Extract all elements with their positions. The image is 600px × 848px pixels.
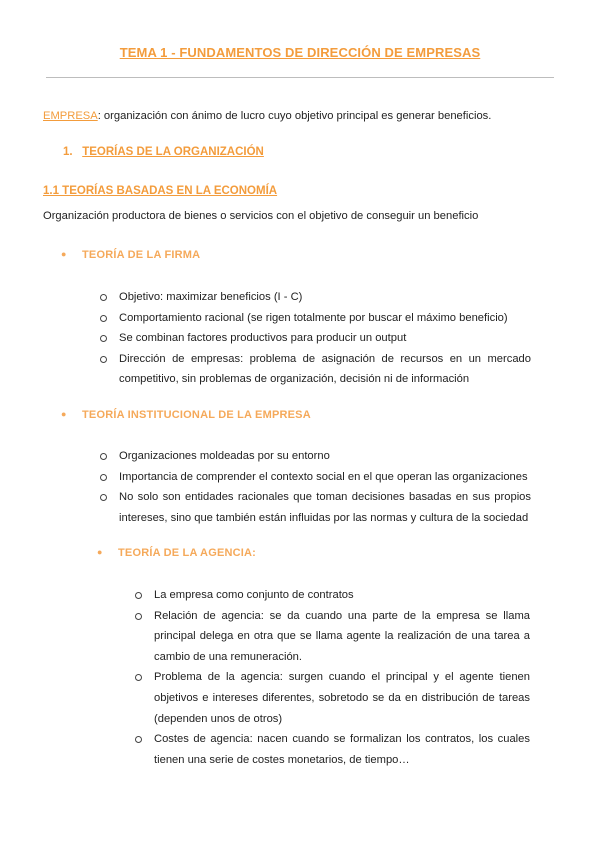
- bullet-dot-icon: ●: [97, 547, 103, 557]
- list-item: Dirección de empresas: problema de asignación de recursos en un mercado competitivo, sin problemas de organización, decisión ni de información: [99, 349, 531, 390]
- section-heading: [63, 146, 264, 158]
- circle-bullet-icon: [100, 474, 107, 481]
- list-item: La empresa como conjunto de contratos: [134, 585, 530, 606]
- intro-definition: : organización con ánimo de lucro cuyo objetivo principal es generar beneficios.: [97, 110, 492, 122]
- circle-bullet-icon: [135, 674, 142, 681]
- circle-bullet-icon: [100, 294, 107, 301]
- theory-institucional-title: TEORÍA INSTITUCIONAL DE LA EMPRESA: [82, 409, 311, 421]
- circle-bullet-icon: [135, 736, 142, 743]
- bullet-dot-icon: ●: [61, 409, 67, 419]
- circle-bullet-icon: [100, 453, 107, 460]
- theory-agencia-heading: [97, 547, 256, 559]
- list-item: Costes de agencia: nacen cuando se formalizan los contratos, los cuales tienen una serie de costes monetarios, de tiempo…: [134, 729, 530, 770]
- list-item: Comportamiento racional (se rigen totalmente por buscar el máximo beneficio): [99, 308, 531, 329]
- theory-firma-heading: [61, 249, 200, 261]
- theory-agencia-title: TEORÍA DE LA AGENCIA:: [118, 547, 257, 559]
- circle-bullet-icon: [100, 335, 107, 342]
- list-item: Objetivo: maximizar beneficios (I - C): [99, 287, 531, 308]
- list-item: Se combinan factores productivos para producir un output: [99, 328, 531, 349]
- theory-firma-title: TEORÍA DE LA FIRMA: [82, 249, 201, 261]
- list-item: Problema de la agencia: surgen cuando el principal y el agente tienen objetivos e intereses diferentes, sobretodo se da en distribución de tareas (dependen unos de otros): [134, 667, 530, 729]
- intro-term: EMPRESA: [43, 110, 98, 122]
- list-item: Importancia de comprender el contexto social en el que operan las organizaciones: [99, 467, 531, 488]
- list-item: Relación de agencia: se da cuando una parte de la empresa se llama principal delega en otra que se llama agente la realización de una tarea a cambio de una remuneración.: [134, 606, 530, 668]
- section-number: 1.: [63, 146, 73, 158]
- list-item: Organizaciones moldeadas por su entorno: [99, 446, 531, 467]
- theory-firma-list: [99, 287, 531, 390]
- title-divider: [46, 77, 554, 78]
- circle-bullet-icon: [100, 494, 107, 501]
- circle-bullet-icon: [135, 592, 142, 599]
- theory-agencia-list: [134, 585, 530, 770]
- circle-bullet-icon: [135, 613, 142, 620]
- theory-institucional-list: [99, 446, 531, 528]
- subsection-heading: 1.1 TEORÍAS BASADAS EN LA ECONOMÍA: [43, 185, 278, 197]
- section-title: TEORÍAS DE LA ORGANIZACIÓN: [82, 146, 264, 158]
- page-title: TEMA 1 - FUNDAMENTOS DE DIRECCIÓN DE EMPRESAS: [119, 45, 481, 60]
- circle-bullet-icon: [100, 315, 107, 322]
- intro-paragraph: [43, 106, 491, 126]
- subsection-description: Organización productora de bienes o servicios con el objetivo de conseguir un beneficio: [43, 210, 479, 222]
- bullet-dot-icon: ●: [61, 249, 67, 259]
- list-item: No solo son entidades racionales que toman decisiones basadas en sus propios intereses, sino que también están influidas por las normas y cultura de la sociedad: [99, 487, 531, 528]
- theory-institucional-heading: [61, 409, 311, 421]
- circle-bullet-icon: [100, 356, 107, 363]
